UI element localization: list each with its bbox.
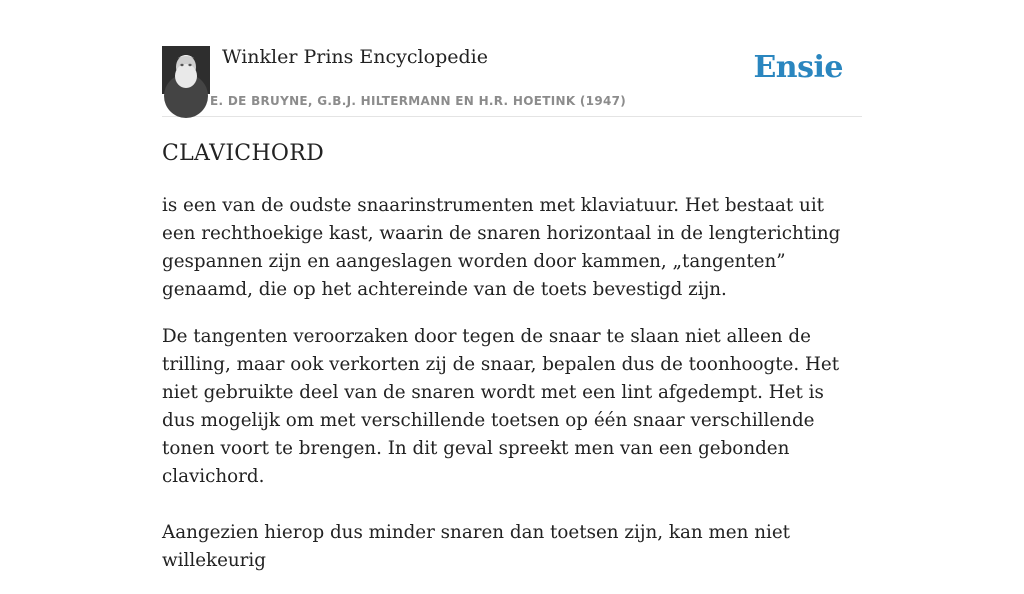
entry-body [162,192,862,594]
ensie-logo[interactable]: Ensie [753,50,843,85]
authors-credit: E. DE BRUYNE, G.B.J. HILTERMANN EN H.R. HOETINK (1947) [210,94,627,108]
author-avatar-icon[interactable] [162,46,210,94]
entry-paragraph: is een van de oudste snaarinstrumenten met klaviatuur. Het bestaat uit een rechthoekige kast, waarin de snaren horizontaal in de lengterichting gespannen zijn en aangeslagen worden door kammen, „tangenten” genaamd, die op het achtereinde van de toets bevestigd zijn. [162,195,841,300]
entry-paragraph: Aangezien hierop dus minder snaren dan toetsen zijn, kan men niet willekeurig [162,522,790,571]
source-header [162,0,862,117]
entry-paragraph: De tangenten veroorzaken door tegen de snaar te slaan niet alleen de trilling, maar ook verkorten zij de snaar, bepalen dus de toonhoogte. Het niet gebruikte deel van de snaren wordt met een lint afgedempt. Het is dus mogelijk om met verschillende toetsen op één snaar verschillende tonen voort te brengen. In dit geval spreekt men van een gebonden clavichord. [162,326,840,487]
source-title[interactable]: Winkler Prins Encyclopedie [222,46,488,68]
article-card [162,0,862,571]
entry-title: CLAVICHORD [162,141,325,166]
